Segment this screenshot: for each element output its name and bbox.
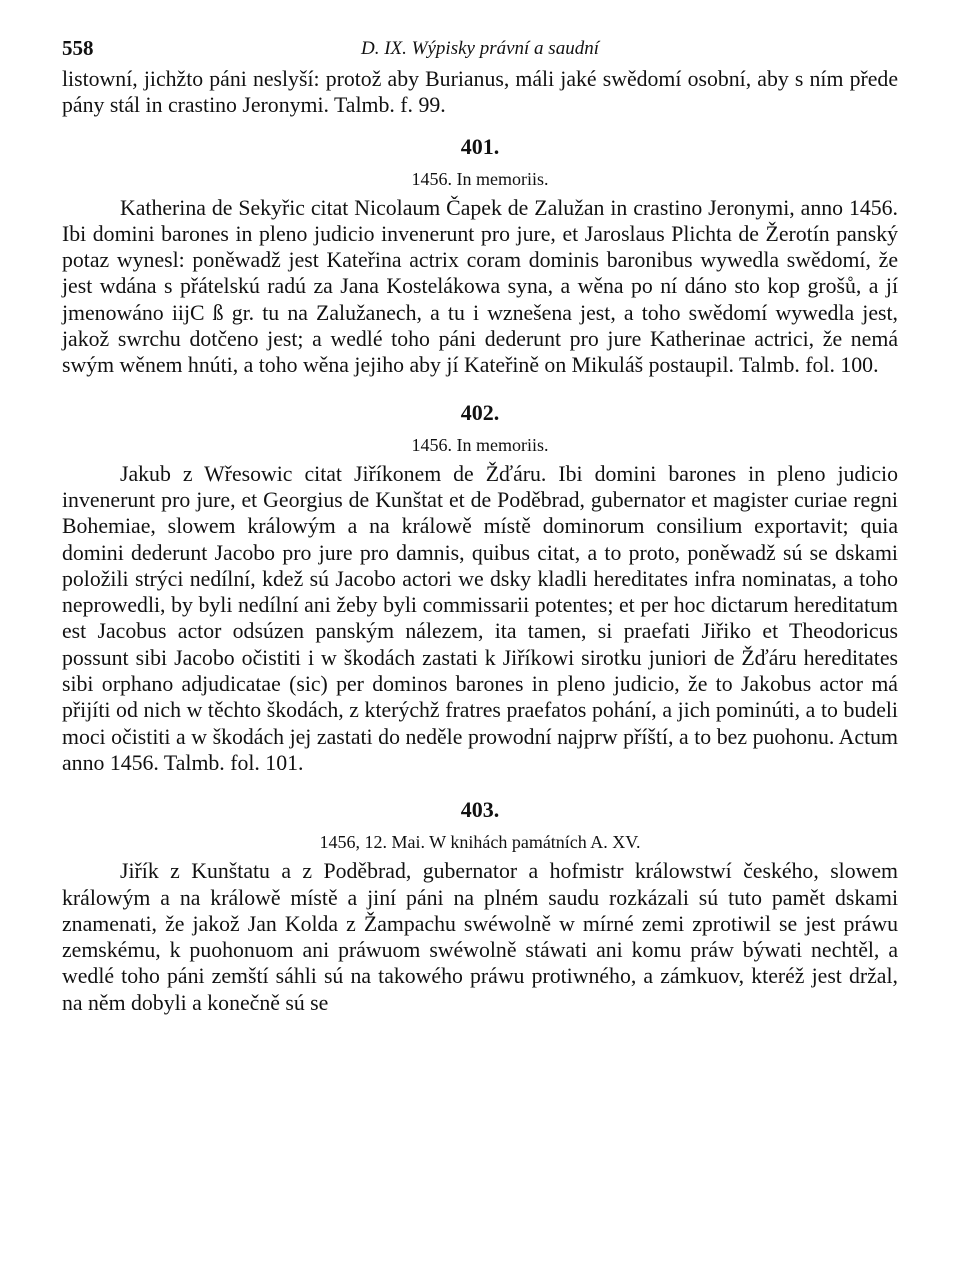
entry-number: 402. (460, 399, 500, 425)
entry-date: 1456. In memoriis. (411, 168, 549, 189)
entry-text: Jiřík z Kunštatu a z Poděbrad, gubernator a hofmistr králowstwí českého, slowem králowým a na králowě místě a jiní páni na plném saudu rozkázali sú tuto pamět dskami znamenati, že jakož Jan Kolda z Žampachu swéwolně w mírné zemi zprotiwil se jest práwu zemskému, k puohonuom ani práwuom swéwolně stáwati ani komu práw býwati nechtěl, a wedlé toho páni zemští sáhli sú na takowého práwu protiwného, a zámkuov, kteréž jest držal, na něm dobyli a konečně sú se (62, 859, 898, 1015)
page-header (62, 36, 898, 66)
page-number: 558 (62, 36, 94, 60)
entry-date: 1456. In memoriis. (411, 434, 549, 455)
entry-text: Katherina de Sekyřic citat Nicolaum Čapek de Zalužan in crastino Jeronymi, anno 1456. Ibi domini barones in pleno judicio invenerunt pro jure, et Jaroslaus Plichta de Žerotín panský potaz wynesl: poněwadž jest Kateřina actrix coram dominis baronibus wywedla swědomí, že jest wdána s přátelskú radú za Jana Kostelákowa syna, a wěna po ní dáno sto kop grošů, a jí jmenowáno iijC ß gr. tu na Zalužanech, a tu i wznešena jest, a toho swědomí wywedla jest, jakož swrchu dotčeno jest; a wedlé toho páni dederunt pro jure Katherinae actrici, že nemá swým wěnem hnúti, a toho wěna jejiho aby jí Kateřině on Mikuláš postaupil. Talmb. fol. 100. (62, 195, 898, 378)
entry-number: 401. (460, 133, 500, 159)
running-title: D. IX. Wýpisky právní a saudní (361, 38, 599, 59)
document-page (62, 36, 898, 1016)
entry-date: 1456, 12. Mai. W knihách památních A. XV. (319, 832, 641, 853)
entry-text: Jakub z Wřesowic citat Jiříkonem de Žďáru. Ibi domini barones in pleno judicio invenerunt pro jure, et Georgius de Kunštat et de Poděbrad, gubernator et magister curiae regni Bohemiae, slowem králowým a na králowě místě dominorum consilium exportavit; quia domini dederunt Jacobo pro jure pro damnis, quibus citat, a to proto, poněwadž sú se dskami položili strýci nedílní, kdež sú Jacobo actori we dsky kladli hereditates infra nominatas, a toho neprowedli, by byli nedílní ani žeby byli commissarii potentes; et per hoc dictarum hereditatum est Jacobus actor odsúzen panským nálezem, ita tamen, si praefati Jiřiko et Theodoricus possunt sibi Jacobo očistiti i w škodách zastati k Jiříkowi sirotku juniori de Žďáru hereditates sibi orphano adjudicatae (sic) per dominos barones in pleno judicio, že to Jakobus actor má přijíti od nich w těchto škodách, z kterýchž fratres praefatos pohání, a jich pominúti, a to budeli moci očistiti a w škodách jej zastati do neděle prowodní najprw příští, a to bez puohonu. Actum anno 1456. Talmb. fol. 101. (62, 461, 898, 775)
continuation-paragraph: listowní, jichžto páni neslyší: protož aby Burianus, máli jaké swědomí osobní, aby s ním přede pány stál in crastino Jeronymi. Talmb. f. 99. (62, 67, 898, 118)
entry-number: 403. (460, 797, 500, 823)
